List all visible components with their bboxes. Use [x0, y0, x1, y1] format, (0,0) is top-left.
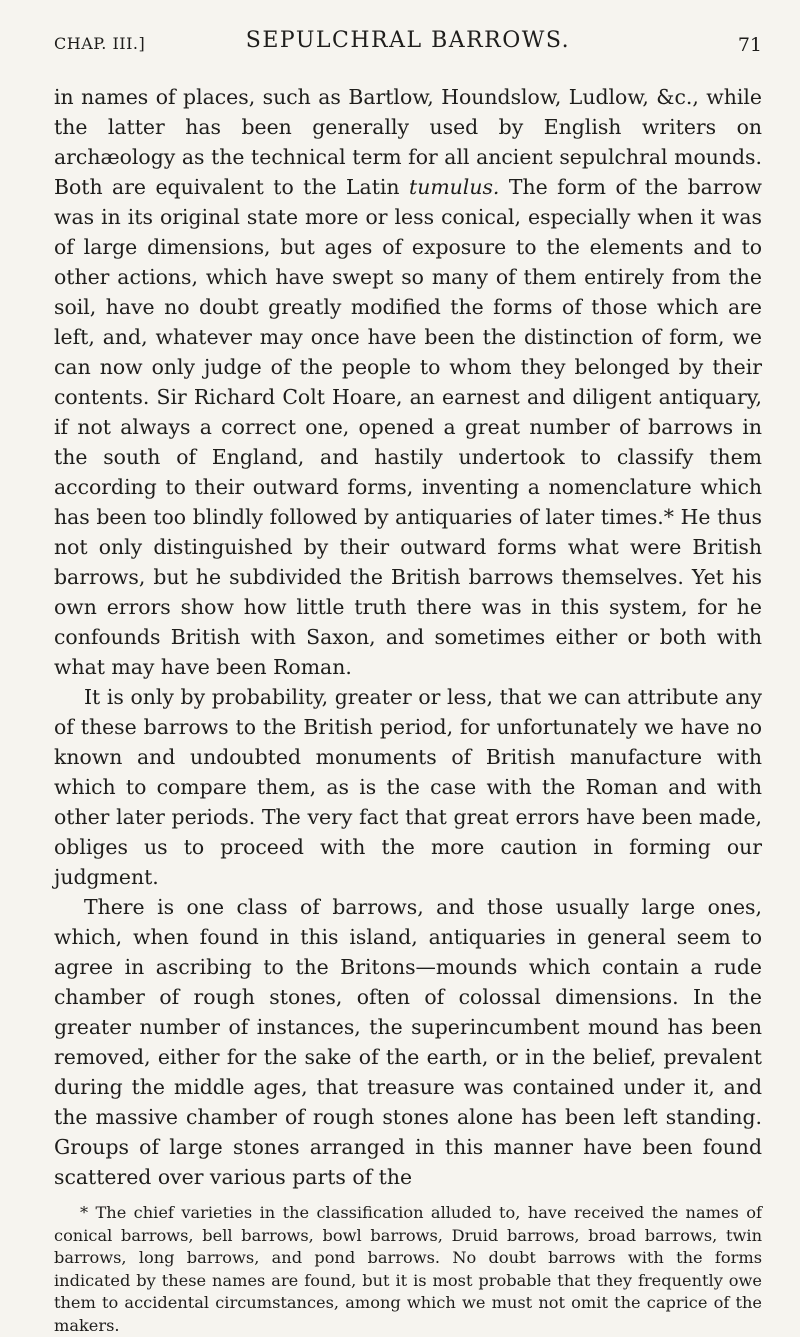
- footnote: [54, 1202, 762, 1337]
- paragraph-1: [54, 82, 762, 682]
- footnote-text: * The chief varieties in the classification alluded to, have received the names of conical barrows, bell barrows, bowl barrows, Druid barrows, broad barrows, twin barrows, long barrows, and pond barrows. No doubt barrows with the forms indicated by these names are found, but it is most probable that they frequently owe them to accidental circumstances, among which we must not omit the caprice of the makers.: [54, 1203, 762, 1335]
- page-number: 71: [737, 34, 762, 56]
- latin-term: tumulus.: [409, 175, 500, 199]
- paragraph-3: There is one class of barrows, and those usually large ones, which, when found in this island, antiquaries in general seem to agree in ascribing to the Britons—mounds which contain a rude chamber of rough stones, often of colossal dimensions. In the greater number of instances, the superincumbent mound has been removed, either for the sake of the earth, or in the belief, prevalent during the middle ages, that treasure was contained under it, and the massive chamber of rough stones alone has been left standing. Groups of large stones arranged in this manner have been found scattered over various parts of the: [54, 895, 762, 1189]
- paragraph-1-text-end: The form of the barrow was in its original state more or less conical, especially when it was of large dimensions, but ages of exposure to the elements and to other actions, which have swept so many of them entirely from the soil, have no doubt greatly modified the forms of those which are left, and, whatever may once have been the distinction of form, we can now only judge of the people to whom they belonged by their contents. Sir Richard Colt Hoare, an earnest and diligent antiquary, if not always a correct one, opened a great number of barrows in the south of England, and hastily undertook to classify them according to their outward forms, inventing a nomenclature which has been too blindly followed by antiquaries of later times.* He thus not only distinguished by their outward forms what were British barrows, but he subdivided the British barrows themselves. Yet his own errors show how little truth there was in this system, for he confounds British with Saxon, and sometimes either or both with what may have been Roman.: [54, 175, 763, 679]
- page-title: SEPULCHRAL BARROWS.: [245, 28, 571, 53]
- running-head: [54, 0, 762, 82]
- paragraph-1-text-start: in names of places, such as Bartlow, Houndslow, Ludlow, &c., while the latter has been generally used by English writers on archæology as the technical term for all ancient sepulchral mounds. Both are equivalent to the Latin: [54, 85, 762, 199]
- body-text: [54, 82, 762, 1192]
- chapter-reference: CHAP. III.]: [54, 34, 146, 53]
- paragraph-2: It is only by probability, greater or less, that we can attribute any of these barrows to the British period, for unfortunately we have no known and undoubted monuments of British manufacture with which to compare them, as is the case with the Roman and with other later periods. The very fact that great errors have been made, obliges us to proceed with the more caution in forming our judgment.: [54, 685, 762, 889]
